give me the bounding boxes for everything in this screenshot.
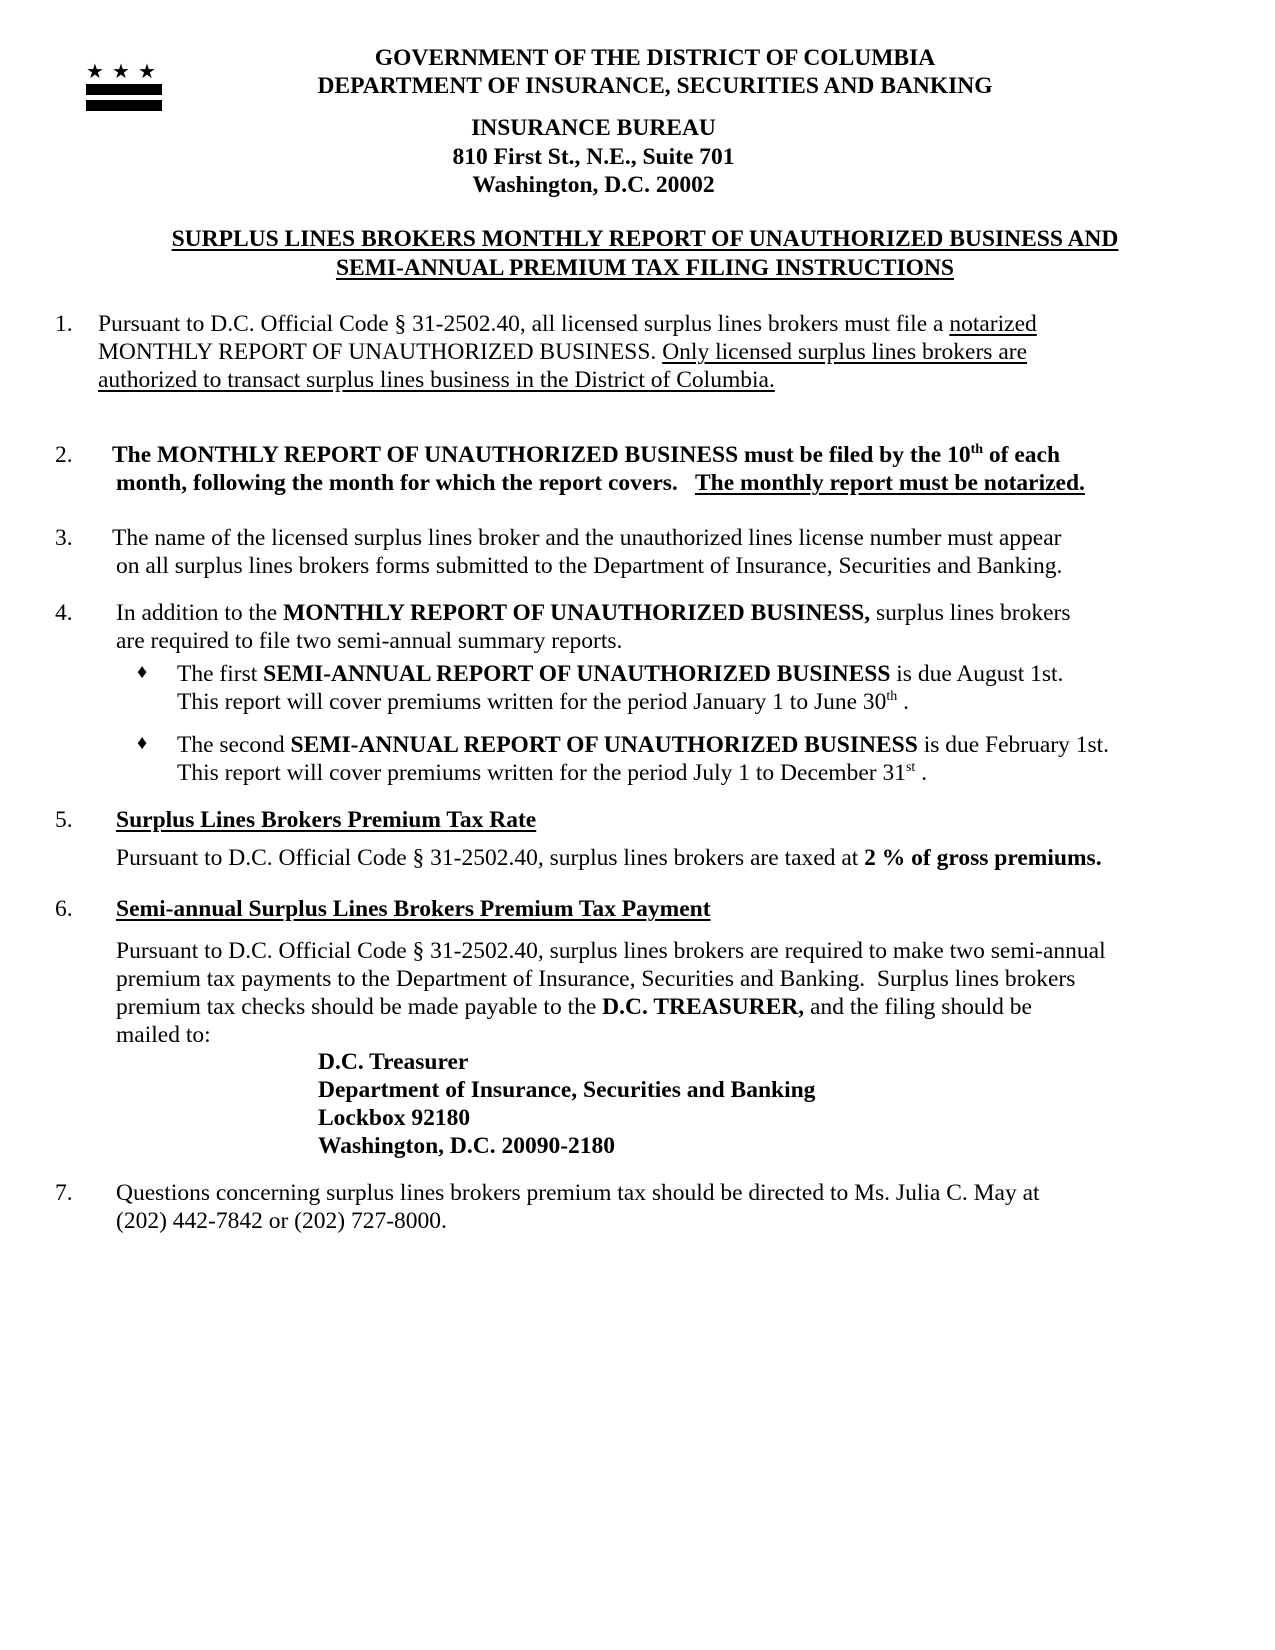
item1-line2 [98,339,1027,366]
government-name: GOVERNMENT OF THE DISTRICT OF COLUMBIA [374,45,936,71]
item4-bold-text: MONTHLY REPORT OF UNAUTHORIZED BUSINESS, [283,600,871,626]
item2-text: of each [983,442,1061,468]
item7-line1: Questions concerning surplus lines brokers premium tax should be directed to Ms. Julia C. May at [116,1180,1040,1206]
item-number-7: 7. [55,1180,73,1206]
item-number-5: 5. [55,807,73,833]
item-number-6: 6. [55,896,73,922]
tax-rate-heading: Surplus Lines Brokers Premium Tax Rate [116,807,537,833]
document-title-line1: SURPLUS LINES BROKERS MONTHLY REPORT OF UNAUTHORIZED BUSINESS AND [171,226,1119,252]
bullet1-line1 [177,661,1063,688]
item1-line3: authorized to transact surplus lines business in the District of Columbia. [98,367,775,393]
item1-text: Pursuant to D.C. Official Code § 31-2502.40, all licensed surplus lines brokers must file a [98,311,950,337]
item6-line4: mailed to: [116,1022,211,1048]
item-number-1: 1. [55,311,73,337]
item2-text: The MONTHLY REPORT OF UNAUTHORIZED BUSINESS must be filed by the 10 [112,442,971,468]
bullet-bold-text: SEMI-ANNUAL REPORT OF UNAUTHORIZED BUSINESS [263,661,891,687]
item4-text: surplus lines brokers [870,600,1071,626]
item7-line2: (202) 442-7842 or (202) 727-8000. [116,1208,447,1234]
item-number-4: 4. [55,600,73,626]
payee-name: D.C. TREASURER, [602,994,805,1020]
item5-line1 [116,845,1102,872]
item2-line2 [116,470,1085,497]
item3-line2: on all surplus lines brokers forms submitted to the Department of Insurance, Securities and Banking. [116,553,1063,579]
star-icon: ★ [86,61,104,83]
bullet2-line1 [177,732,1109,759]
item6-line3 [116,994,1032,1021]
bullet-text: is due February 1st. [917,732,1110,758]
document-title-line2: SEMI-ANNUAL PREMIUM TAX FILING INSTRUCTIONS [335,255,955,281]
item1-line1 [98,311,1037,338]
bullet-text: This report will cover premiums written for the period July 1 to December 31 [177,760,906,786]
bullet-bold-text: SEMI-ANNUAL REPORT OF UNAUTHORIZED BUSINESS [290,732,918,758]
superscript: th [970,442,984,458]
item2-text: month, following the month for which the report covers. [116,470,695,496]
bullet2-line2 [177,760,927,787]
item-number-3: 3. [55,525,73,551]
superscript: st [905,760,916,776]
superscript: th [886,689,898,705]
star-icon: ★ [138,61,156,83]
notarized-requirement: The monthly report must be notarized. [695,470,1085,496]
bullet-text: The second [177,732,291,758]
item4-text: In addition to the [116,600,284,626]
bureau-address-line2: Washington, D.C. 20002 [472,172,715,198]
star-icon: ★ [112,61,130,83]
diamond-bullet-icon: ♦ [137,732,148,754]
tax-payment-heading: Semi-annual Surplus Lines Brokers Premium Tax Payment [116,896,711,922]
item3-line1: The name of the licensed surplus lines broker and the unauthorized lines license number must appear [112,525,1062,551]
mailing-address-line3: Lockbox 92180 [318,1105,471,1131]
bullet-text: The first [177,661,264,687]
item6-line2: premium tax payments to the Department of Insurance, Securities and Banking. Surplus lines brokers [116,966,1076,992]
tax-rate-value: 2 % of gross premiums. [864,845,1102,871]
item6-line1: Pursuant to D.C. Official Code § 31-2502.40, surplus lines brokers are required to make two semi-annual [116,938,1106,964]
bullet-text: . [915,760,928,786]
diamond-bullet-icon: ♦ [137,661,148,683]
item4-line1 [116,600,1071,627]
bullet-text: This report will cover premiums written for the period January 1 to June 30 [177,689,887,715]
mailing-address-line4: Washington, D.C. 20090-2180 [318,1133,616,1159]
item-number-2: 2. [55,442,73,468]
mailing-address-line2: Department of Insurance, Securities and Banking [318,1077,816,1103]
bullet1-line2 [177,689,909,716]
bureau-address-line1: 810 First St., N.E., Suite 701 [452,144,735,170]
item1-text: MONTHLY REPORT OF UNAUTHORIZED BUSINESS. [98,339,663,365]
mailing-address-line1: D.C. Treasurer [318,1049,469,1075]
bullet-text: is due August 1st. [890,661,1064,687]
item1-underlined-text: Only licensed surplus lines brokers are [662,339,1027,365]
flag-bar [86,100,162,111]
item6-text: premium tax checks should be made payable to the [116,994,603,1020]
bureau-name: INSURANCE BUREAU [471,115,716,141]
bullet-text: . [897,689,910,715]
item4-line2: are required to file two semi-annual summary reports. [116,628,623,654]
department-name: DEPARTMENT OF INSURANCE, SECURITIES AND BANKING [317,73,993,99]
notarized-text: notarized [949,311,1037,337]
item5-text: Pursuant to D.C. Official Code § 31-2502.40, surplus lines brokers are taxed at [116,845,865,871]
item2-line1 [112,442,1060,469]
item6-text: and the filing should be [804,994,1032,1020]
